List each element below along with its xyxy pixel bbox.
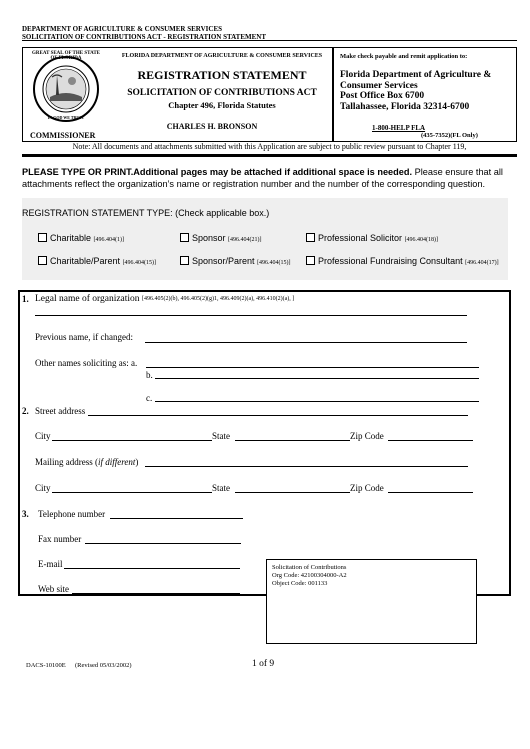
seal-motto: IN GOD WE TRUST	[47, 115, 85, 120]
office-use-box	[266, 559, 477, 644]
instructions-bold: PLEASE TYPE OR PRINT.Additional pages may be attached if additional space is needed.	[22, 167, 413, 177]
fax-input[interactable]	[85, 543, 241, 544]
mailing-zip-label: Zip Code	[350, 483, 384, 493]
remit-heading: Make check payable and remit application to:	[340, 53, 468, 60]
option-ref: [496.404(15)]	[122, 260, 157, 266]
zip-label: Zip Code	[350, 431, 384, 441]
option-label: Sponsor	[192, 233, 226, 243]
remit-line-3: Post Office Box 6700	[340, 91, 425, 101]
legal-name-ref: [496.405(2)(b), 496.405(2)(g)1, 496.409(2)(a), 496.410(2)(a), ]	[142, 296, 295, 302]
checkbox-sponsor[interactable]	[180, 233, 262, 243]
help-phone: 1-800-HELP FLA	[372, 124, 426, 132]
remit-line-2: Consumer Services	[340, 80, 418, 91]
checkbox-box-icon[interactable]	[306, 233, 315, 242]
mailing-state-label: State	[212, 483, 230, 493]
revision-date: (Revised 05/03/2002)	[75, 662, 132, 669]
checkbox-charitable[interactable]	[38, 233, 124, 243]
other-name-b-input[interactable]	[155, 378, 479, 379]
page-number: 1 of 9	[252, 659, 275, 669]
other-names-label: Other names soliciting as: a.	[35, 358, 138, 368]
city-label: City	[35, 431, 51, 441]
previous-name-input[interactable]	[145, 342, 467, 343]
telephone-input[interactable]	[110, 518, 243, 519]
telephone-label: Telephone number	[38, 509, 106, 519]
legal-name-input[interactable]	[35, 315, 467, 316]
option-label: Charitable/Parent	[50, 256, 121, 266]
option-label: Professional Fundraising Consultant	[318, 256, 463, 266]
other-name-c-label: c.	[146, 393, 153, 403]
website-input[interactable]	[72, 593, 240, 594]
option-label: Sponsor/Parent	[192, 256, 255, 266]
seal-text: GREAT SEAL OF THE STATE OF FLORIDA	[32, 51, 100, 61]
option-ref: [496.404(17)]	[465, 260, 499, 266]
commissioner-title: COMMISSIONER	[30, 131, 96, 140]
previous-name-label: Previous name, if changed:	[35, 332, 133, 342]
note-rule	[22, 154, 517, 157]
mailing-address-label	[35, 457, 138, 467]
instructions-text: Please ensure that all attachments reflect the organization’s name or registration number and the number of the corresponding question.	[22, 167, 503, 189]
state-label: State	[212, 431, 230, 441]
form-id: DACS-10100E	[26, 662, 66, 669]
act-name: SOLICITATION OF CONTRIBUTIONS ACT	[127, 88, 317, 98]
legal-name-label: Legal name of organization	[35, 294, 140, 304]
form-title: REGISTRATION STATEMENT	[137, 68, 307, 82]
question-1-number: 1.	[22, 294, 29, 304]
chapter-ref: Chapter 496, Florida Statutes	[168, 100, 276, 110]
email-label: E-mail	[38, 559, 63, 569]
other-name-b-label: b.	[146, 370, 153, 380]
remit-line-1: Florida Department of Agriculture &	[340, 70, 492, 80]
header-rule	[22, 40, 517, 41]
office-line-2: Org Code: 42100304000-A2	[272, 572, 347, 579]
other-name-c-input[interactable]	[155, 401, 479, 402]
help-phone-alt: (435-7352)(FL Only)	[421, 132, 478, 139]
other-name-a-input[interactable]	[146, 367, 479, 368]
option-ref: [496.404(15)]	[257, 260, 291, 266]
mailing-label-start: Mailing address (	[35, 457, 98, 467]
mailing-city-label: City	[35, 483, 51, 493]
question-2-number: 2.	[22, 406, 29, 416]
checkbox-charitable-parent[interactable]	[38, 256, 156, 266]
checkbox-professional-solicitor[interactable]	[306, 233, 438, 243]
agency-name: FLORIDA DEPARTMENT OF AGRICULTURE & CONSUMER SERVICES	[121, 53, 323, 59]
checkbox-box-icon[interactable]	[180, 256, 189, 265]
email-input[interactable]	[64, 568, 240, 569]
mailing-zip-input[interactable]	[388, 492, 473, 493]
remit-line-4: Tallahassee, Florida 32314-6700	[340, 101, 470, 112]
option-label: Charitable	[50, 233, 92, 243]
option-ref: [496.404(18)]	[404, 237, 439, 243]
commissioner-name: CHARLES H. BRONSON	[166, 122, 258, 131]
checkbox-sponsor-parent[interactable]	[180, 256, 291, 266]
question-3-number: 3.	[22, 509, 29, 519]
street-address-label: Street address	[35, 406, 86, 416]
office-line-1: Solicitation of Contributions	[272, 564, 347, 571]
state-input[interactable]	[235, 440, 350, 441]
office-use-text	[272, 564, 347, 588]
website-label: Web site	[38, 584, 70, 594]
zip-input[interactable]	[388, 440, 473, 441]
city-input[interactable]	[52, 440, 212, 441]
office-line-3: Object Code: 001133	[272, 580, 328, 587]
department-heading: DEPARTMENT OF AGRICULTURE & CONSUMER SERVICES	[22, 25, 223, 33]
checkbox-box-icon[interactable]	[38, 256, 47, 265]
option-ref: [496.404(1)]	[93, 237, 125, 243]
fax-label: Fax number	[38, 534, 82, 544]
mailing-address-input[interactable]	[145, 466, 468, 467]
checkbox-box-icon[interactable]	[180, 233, 189, 242]
checkbox-box-icon[interactable]	[38, 233, 47, 242]
type-heading: REGISTRATION STATEMENT TYPE: (Check applicable box.)	[22, 208, 270, 218]
form-subheading: SOLICITATION OF CONTRIBUTIONS ACT - REGISTRATION STATEMENT	[22, 33, 267, 41]
option-ref: [496.404(21)]	[228, 237, 262, 243]
remit-address	[340, 70, 491, 112]
option-label: Professional Solicitor	[318, 233, 403, 243]
mailing-city-input[interactable]	[52, 492, 212, 493]
street-address-input[interactable]	[88, 415, 468, 416]
checkbox-professional-fundraising-consultant[interactable]	[306, 256, 499, 266]
florida-seal-icon	[32, 51, 100, 123]
mailing-label-italic: if different	[98, 457, 136, 467]
checkbox-box-icon[interactable]	[306, 256, 315, 265]
instructions	[22, 166, 517, 190]
mailing-state-input[interactable]	[235, 492, 350, 493]
mailing-label-end: )	[135, 457, 139, 467]
public-review-note: Note: All documents and attachments submitted with this Application are subject to public review pursuant to Chapter 119,	[22, 142, 517, 151]
